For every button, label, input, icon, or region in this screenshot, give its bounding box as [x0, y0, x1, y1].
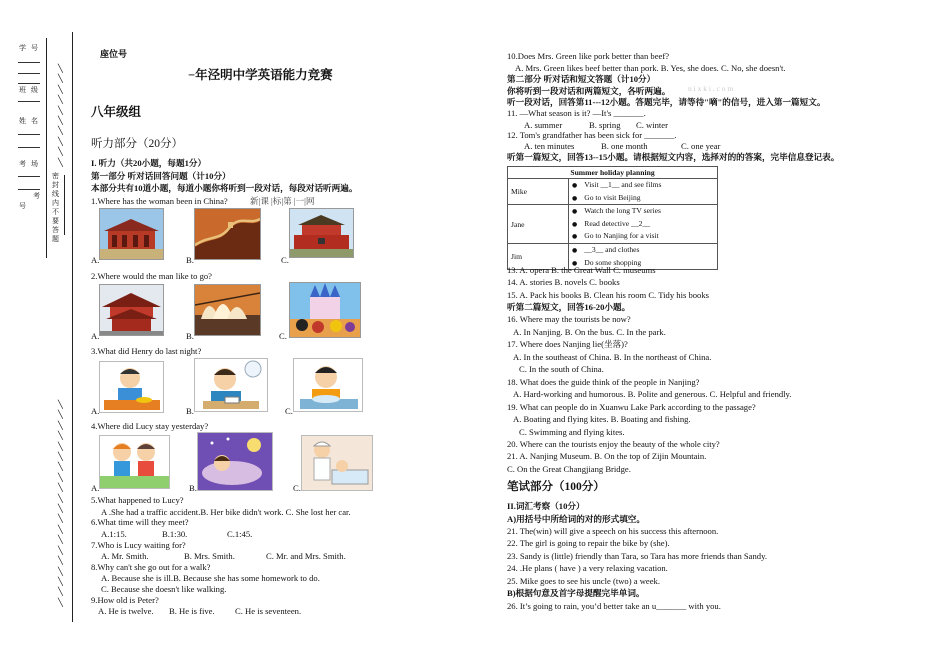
q9-option-c: C. He is seventeen. [235, 606, 302, 616]
question-19-options-ab: A. Boating and flying kites. B. Boating and fishing. [513, 414, 691, 424]
activity-item: ● __3__ and clothes [572, 244, 640, 254]
activity-item: ● Do some shopping [572, 257, 642, 267]
question-20: 20. Where can the tourists enjoy the beauty of the whole city? [507, 439, 720, 449]
q2-option-b: B. [186, 331, 194, 341]
question-17-options-ab: A. In the southeast of China. B. In the northeast of China. [513, 352, 712, 362]
table-title: Summer holiday planning [508, 167, 718, 179]
row-activities [569, 179, 718, 205]
part1-instruction: 本部分共有10道小题，每道小题你将听到一段对话，每段对话听两遍。 [91, 183, 358, 193]
summer-holiday-table [507, 166, 718, 270]
q3-option-b: B. [186, 406, 194, 416]
pagoda-image [99, 284, 164, 336]
question-16-options: A. In Nanjing. B. On the bus. C. In the park. [513, 327, 666, 337]
q2-option-a: A. [91, 331, 100, 341]
hospital-image [301, 435, 373, 491]
question-24: 24. .He plans ( have ) a very relaxing vacation. [507, 563, 668, 573]
row-name: Jim [508, 243, 569, 269]
row-name: Mike [508, 179, 569, 205]
q12-option-b: B. one month [601, 141, 648, 151]
fill-line [18, 101, 40, 102]
question-21-written: 21. The(win) will give a speech on his success this afternoon. [507, 526, 719, 536]
binding-line-outer [46, 38, 47, 258]
part2-line-2: 听一段对话，回答第11---12小题。答题完毕，请等待"嘀"的信号，进入第一篇短文。 [507, 97, 826, 107]
part2-line-1: 你将听到一段对话和两篇短文，各听两遍。 [507, 86, 671, 96]
label-name-2: 名 [31, 117, 38, 125]
binding-slashes-bottom: ╲ ╲ ╲ ╲ ╲ ╲ ╲ ╲ ╲ ╲ ╲ ╲ ╲ ╲ ╲ ╲ ╲ ╲ ╲ ╲ [58, 400, 63, 607]
part2-heading: 第二部分 听对话和短文答题（计10分） [507, 74, 656, 84]
fill-line [18, 189, 40, 190]
question-5: 5.What happened to Lucy? [91, 495, 184, 505]
binding-line-inner [72, 32, 73, 622]
question-18: 18. What does the guide think of the people in Nanjing? [507, 377, 700, 387]
girl-sleeping-image [197, 432, 273, 491]
q6-option-a: A.1:15. [101, 529, 127, 539]
row-activities [569, 205, 718, 244]
q1-option-b: B. [186, 255, 194, 265]
question-6: 6.What time will they meet? [91, 517, 189, 527]
question-25: 25. Mike goes to see his uncle (two) a week. [507, 576, 660, 586]
q12-option-a: A. ten minutes [524, 141, 575, 151]
section-i-heading: I. 听力（共20小题，每题1分） [91, 158, 207, 168]
question-19: 19. What can people do in Xuanwu Lake Park according to the passage? [507, 402, 756, 412]
activity-item: ● Read detective __2__ [572, 218, 651, 228]
passage-2-instruction: 听第二篇短文，回答16-20小题。 [507, 302, 631, 312]
q7-option-a: A. Mr. Smith. [101, 551, 149, 561]
q1-option-a: A. [91, 255, 100, 265]
q11-option-c: C. winter [636, 120, 668, 130]
listening-part-heading: 听力部分（20分） [91, 138, 183, 150]
activity-item: ● Visit __1__ and see films [572, 180, 662, 189]
activity-item: ● Watch the long TV series [572, 206, 661, 216]
table-row [508, 205, 718, 244]
binding-line-mid [64, 175, 65, 235]
question-19-option-c: C. Swimming and flying kites. [519, 427, 625, 437]
disneyland-image [289, 282, 361, 338]
question-12: 12. Tom's grandfather has been sick for _______. [507, 130, 677, 140]
question-10: 10.Does Mrs. Green like pork better than beef? [507, 51, 670, 61]
fill-line [18, 134, 40, 135]
binding-note: 密封线内不要答题 [52, 172, 59, 243]
q7-option-b: B. Mrs. Smith. [184, 551, 235, 561]
q11-option-b: B. spring [589, 120, 621, 130]
question-17-option-c: C. In the south of China. [519, 364, 604, 374]
q3-option-c: C. [285, 406, 293, 416]
boy-studying-image [194, 358, 268, 412]
question-21-listening: 21. A. Nanjing Museum. B. On the top of Zijin Mountain. [507, 451, 707, 461]
question-15: 15. A. Pack his books B. Clean his room C. Tidy his books [507, 290, 709, 300]
question-9: 9.How old is Peter? [91, 595, 159, 605]
seat-number-label: 座位号 [100, 49, 128, 59]
question-1-watermark: 新|课 |标|第 |一|网 [250, 196, 315, 206]
question-2: 2.Where would the man like to go? [91, 271, 212, 281]
label-name-1: 姓 [19, 117, 26, 125]
binding-slashes-top: ╲ ╲ ╲ ╲ ╲ ╲ ╲ ╲ ╲ ╲ [58, 64, 63, 167]
passage-1-instruction: 听第一篇短文，回答13--15小题。请根据短文内容，选择对的的答案，完毕信息登记表。 [507, 152, 840, 162]
fill-line [18, 83, 40, 84]
question-14: 14. A. stories B. novels C. books [507, 277, 620, 287]
question-26: 26. It’s going to rain, you’d better take an u_______ with you. [507, 601, 721, 611]
great-hall-image [99, 208, 164, 260]
question-23: 23. Sandy is (little) friendly than Tara, so Tara has more friends than Sandy. [507, 551, 767, 561]
label-student-no-2: 号 [31, 44, 38, 52]
boy-eating-image [99, 361, 164, 413]
question-1: 1.Where has the woman been in China? [91, 196, 228, 206]
q4-option-b: B. [189, 483, 197, 493]
label-room-1: 考 [19, 160, 26, 168]
q12-option-c: C. one year [681, 141, 721, 151]
question-5-options: A .She had a traffic accident.B. Her bike didn't work. C. She lost her car. [101, 507, 351, 517]
label-exam-no-2: 号 [19, 202, 26, 210]
label-student-no-1: 学 [19, 44, 26, 52]
fill-line [18, 176, 40, 177]
table-row [508, 179, 718, 205]
boy-washing-image [293, 358, 363, 412]
q9-option-a: A. He is twelve. [98, 606, 154, 616]
label-room-2: 场 [31, 160, 38, 168]
q4-option-c: C. [293, 483, 301, 493]
q9-option-b: B. He is five. [169, 606, 215, 616]
question-16: 16. Where may the tourists be now? [507, 314, 631, 324]
label-class-1: 班 [19, 86, 26, 94]
question-17: 17. Where does Nanjing lie(坐落)? [507, 339, 628, 349]
q8-options-ab: A. Because she is ill.B. Because she has some homework to do. [101, 573, 320, 583]
question-10-options: A. Mrs. Green likes beef better than pork. B. Yes, she does. C. No, she doesn't. [515, 63, 786, 73]
exam-title: −年泾明中学英语能力竞赛 [188, 68, 333, 82]
question-13: 13. A. opera B. the Great Wall C. museums [507, 265, 656, 275]
activity-item: ● Go to Nanjing for a visit [572, 231, 659, 241]
fill-line [18, 73, 40, 74]
written-part-heading: 笔试部分（100分） [507, 481, 605, 493]
q6-option-b: B.1:30. [162, 529, 188, 539]
activity-item: ● Go to visit Beijing [572, 192, 641, 202]
fill-line [18, 62, 40, 63]
sub-b-heading: B)根据句意及首字母提醒完毕单词。 [507, 588, 645, 598]
q8-option-c: C. Because she doesn't like walking. [101, 584, 227, 594]
q6-option-c: C.1:45. [227, 529, 253, 539]
part1-heading: 第一部分 听对话回答问题（计10分） [91, 171, 231, 181]
label-class-2: 级 [31, 86, 38, 94]
q1-option-c: C. [281, 255, 289, 265]
question-22: 22. The girl is going to repair the bike by (she). [507, 538, 670, 548]
row-name: Jane [508, 205, 569, 244]
q2-option-c: C. [279, 331, 287, 341]
question-4: 4.Where did Lucy stay yesterday? [91, 421, 209, 431]
question-3: 3.What did Henry do last night? [91, 346, 202, 356]
fill-line [18, 147, 40, 148]
label-exam-no-1: 考 [33, 192, 40, 200]
q4-option-a: A. [91, 483, 100, 493]
sub-a-heading: A)用括号中所给词的对的形式填空。 [507, 514, 645, 524]
question-7: 7.Who is Lucy waiting for? [91, 540, 186, 550]
great-wall-image [194, 208, 261, 260]
grade-group: 八年级组 [91, 105, 142, 119]
watermark: n i x k i . c o m [688, 84, 734, 93]
children-playing-image [99, 435, 170, 489]
tiananmen-image [289, 208, 354, 258]
q3-option-a: A. [91, 406, 100, 416]
q7-option-c: C. Mr. and Mrs. Smith. [266, 551, 346, 561]
question-11: 11. —What season is it? —It's _______. [507, 108, 646, 118]
question-18-options: A. Hard-working and humorous. B. Polite and generous. C. Helpful and friendly. [513, 389, 792, 399]
q11-option-a: A. summer [524, 120, 563, 130]
opera-house-image [194, 284, 261, 336]
question-21-option-c: C. On the Great Changjiang Bridge. [507, 464, 631, 474]
question-8: 8.Why can't she go out for a walk? [91, 562, 211, 572]
section-ii-heading: II.词汇考察（10分） [507, 501, 585, 511]
